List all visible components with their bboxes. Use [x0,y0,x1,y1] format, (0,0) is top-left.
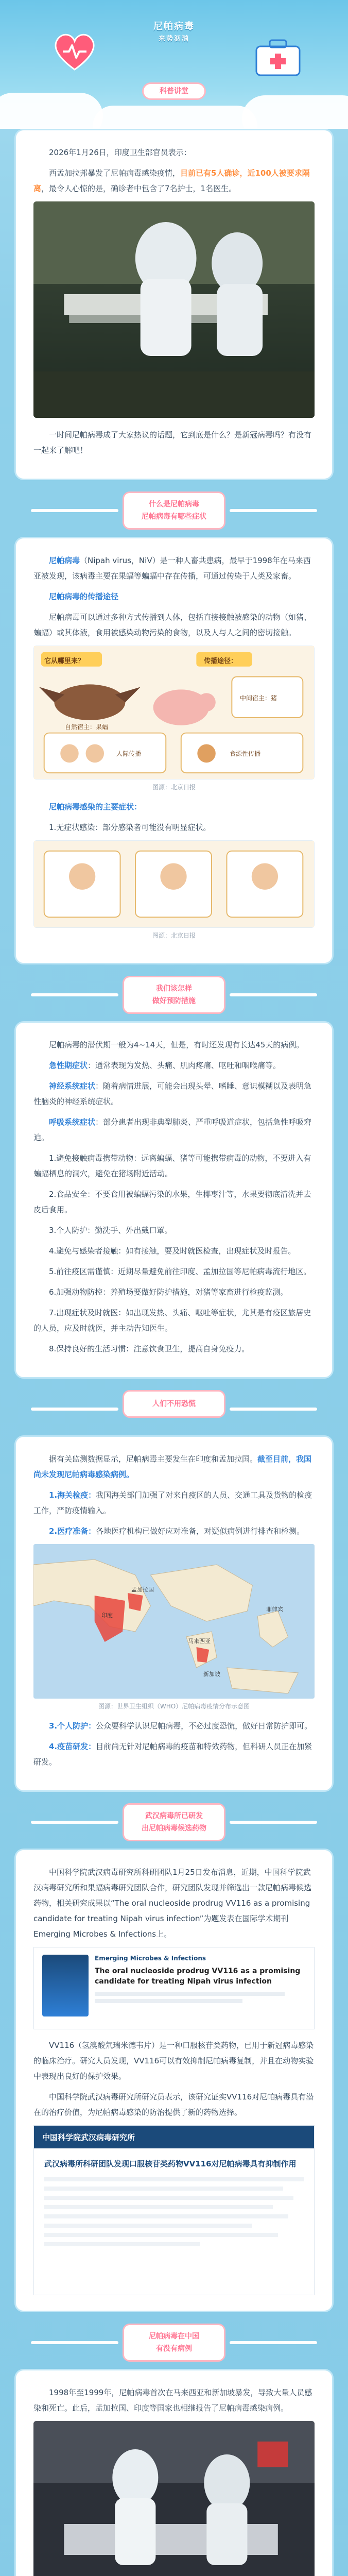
paragraph-text: ：随着病情进展，可能会出现头晕、嗜睡、意识模糊以及表明急性脑炎的神经系统症状。 [33,1081,312,1106]
map-label: 马来西亚 [188,1638,211,1645]
paragraph [33,1150,315,1181]
infographic-caption: 图源：北京日报 [152,784,196,791]
section-title-line: 尼帕病毒有哪些症状 [142,513,206,521]
section-title-line: 人们不用恐慌 [152,1400,196,1408]
section-header-china-cases [0,2312,348,2369]
map-label: 新加坡 [203,1671,220,1677]
map-label: 孟加拉国 [131,1586,154,1593]
paragraph-text: 2.食品安全：不要食用被蝙蝠污染的水果，生椰枣汁等，水果要彻底清洗并去皮后食用。 [33,1190,311,1214]
symptoms-infographic [33,840,315,928]
what-is-card [14,537,334,964]
hero-title-line1: 尼帕病毒 [153,21,195,32]
text-line [44,2205,273,2209]
intro-card [14,129,334,480]
section-title [123,492,225,530]
highlight-text: 急性期症状 [49,1061,88,1070]
paragraph-text: 2026年1月26日，印度卫生部官员表示： [49,148,192,157]
institute-headline: 武汉病毒所科研团队发现口服核苷类药物VV116对尼帕病毒具有抑制作用 [44,2159,297,2168]
paragraph-text: （Nipah virus，NiV）是一种人畜共患病，最早于1998年在马来西亚被发现，该病毒主要在果蝠等蝙蝠中存在传播，可通过传染于人类及家畜。 [33,556,311,581]
header-stripe [31,2341,118,2344]
paragraph-text: VV116（氢溴酸氘瑞米德韦片）是一种口服核苷类药物，已用于新冠病毒感染的临床治疗。研究人员发现，VV116可以有效抑制尼帕病毒复制，并且在动物实验中表现出良好的保护效果。 [33,2041,314,2081]
paragraph-text: 西孟加拉邦暴发了尼帕病毒感染疫情， [49,168,181,178]
section-title-line: 尼帕病毒在中国 [149,2332,199,2341]
paragraph-text: 尼帕病毒可以通过多种方式传播到人体，包括直接接触被感染的动物（如猪、蝙蝠）或其体液，食用被感染动物污染的食物，以及人与人之间的密切接触。 [33,613,312,637]
highlight-text: 截至目前，我国尚未发现尼帕病毒感染病例。 [33,1454,312,1479]
china-cases-paragraphs [33,2385,315,2416]
paragraph-text: 中国科学院武汉病毒研究所科研团队1月25日发布消息，近期，中国科学院武汉病毒研究所和果蝠病毒研究团队合作，研究团队发现并筛选出一款尼帕病毒候选药物，相关研究成果以“The oral nucleoside prodrug VV116 as a promising candidate for treating Nipah virus infection”为题发表在国际学术期刊Emerging Microbes & Infections上。 [33,1868,312,1939]
highlight-text: 3.个人防护： [49,1721,96,1731]
paragraph [33,1037,315,1053]
paragraph [33,1718,315,1734]
institute-screenshot [33,2125,315,2295]
paragraph-text: 尼帕病毒的潜伏期一般为4~14天，但是，有时还发现有长达45天的病例。 [49,1040,304,1049]
paragraph-text: 公众要科学认识尼帕病毒，不必过度恐慌，做好日常防护即可。 [96,1721,312,1731]
paragraph [33,553,315,584]
section-header-no-panic [0,1379,348,1435]
journal-cover [42,1955,89,2016]
prevention-card [14,1021,334,1379]
section-header-prevention [0,964,348,1021]
no-panic-paragraphs [33,1451,315,1539]
text-line [95,1992,285,1996]
paragraph [33,1305,315,1336]
paragraph [33,1264,315,1279]
section-title [123,1803,225,1841]
drug-card [14,1849,334,2312]
infographic-label: 人际传播 [116,750,142,757]
text-line [44,2196,293,2200]
journal-article-title: The oral nucleoside prodrug VV116 as a promising candidate for treating Nipah virus infection [95,1967,301,1986]
highlight-text: 尼帕病毒 [49,556,80,565]
highlight-text: 2.医疗准备： [49,1527,96,1536]
section-title [123,2324,225,2362]
no-panic-paragraphs-bottom [33,1718,315,1770]
infographic-title-left: 它从哪里来？ [44,657,85,665]
paragraph [33,609,315,640]
no-panic-card [14,1435,334,1792]
paragraph [33,1451,315,1482]
text-line [44,2187,283,2191]
institute-name: 中国科学院武汉病毒研究所 [42,2132,135,2142]
paragraph [33,145,315,160]
paragraph-text: 1.无症状感染：部分感染者可能没有明显症状。 [49,823,211,832]
paragraph-text: 6.加强动物防控：养殖场要做好防护措施，对猪等家畜进行检疫监测。 [49,1287,288,1297]
paragraph [33,2089,315,2120]
prevention-paragraphs [33,1037,315,1357]
highlight-text: 4.疫苗研发： [49,1742,96,1751]
paragraph [33,1739,315,1770]
section-title-line: 做好预防措施 [152,997,196,1005]
hero-title [139,21,209,44]
hero-title-line2: 来势汹汹 [158,35,189,43]
header-stripe [31,1821,118,1824]
header-stripe [230,2341,317,2344]
symptoms-paragraphs [33,799,315,835]
transmission-infographic [33,646,315,779]
paragraph-text: 一时间尼帕病毒成了大家热议的话题，它到底是什么？是新冠病毒吗？有没有一起来了解吧！ [33,430,312,455]
text-line [44,2214,288,2218]
highlight-text: 神经系统症状 [49,1081,96,1091]
paragraph [33,1487,315,1518]
paragraph [33,1523,315,1539]
highlight-text: 尼帕病毒的传播途径 [49,592,119,601]
header-stripe [31,993,118,996]
paragraph [33,427,315,458]
paragraph [33,1223,315,1238]
section-title-line: 武汉病毒所已研发 [145,1812,203,1820]
paragraph-text: 3.个人防护：勤洗手、外出戴口罩。 [49,1226,172,1235]
journal-name: Emerging Microbes & Infections [95,1955,206,1962]
infographic-label: 食源性传播 [230,750,261,757]
hero-banner [0,0,348,129]
paragraph-text: 我国海关部门加强了对来自疫区的人员、交通工具及货物的检疫工作，严防疫情输入。 [33,1490,312,1515]
paragraph-text: 中国科学院武汉病毒研究所研究员表示，该研究证实VV116对尼帕病毒具有潜在的治疗价值，为尼帕病毒感染的防治提供了新的药物选择。 [33,2092,314,2117]
header-stripe [31,1408,118,1411]
paragraph-text: 目前尚无针对尼帕病毒的疫苗和特效药物，但科研人员正在加紧研发。 [33,1742,312,1767]
outbreak-map [33,1544,315,1699]
china-cases-card [14,2369,334,2576]
paragraph [33,1114,315,1145]
highlight-text: 呼吸系统症状 [49,1117,96,1127]
hospital-photo [33,2421,315,2576]
cloud-decoration [93,106,257,129]
map-label: 菲律宾 [266,1606,283,1613]
section-header-what-is [0,480,348,537]
paragraph [33,799,315,815]
paragraph [33,1187,315,1217]
cloud-decoration [0,93,103,129]
header-stripe [230,509,317,512]
paragraph [33,1865,315,1942]
paragraph-text: ：部分患者出现非典型肺炎、严重呼吸道症状，包括急性呼吸窘迫。 [33,1117,312,1142]
highlight-text: 尼帕病毒感染的主要症状： [49,802,142,811]
section-title [123,1390,225,1418]
section-title-line: 出尼帕病毒候选药物 [142,1824,206,1833]
section-title-line: 我们该怎样 [156,985,192,993]
drug-paragraphs [33,1865,315,1942]
highlight-text: 1.海关检疫： [49,1490,96,1500]
highlight-text: 目前已有5人确诊，近100人被要求隔离 [33,168,310,193]
paragraph-text: 各地医疗机构已做好应对准备，对疑似病例进行排查和检测。 [96,1527,305,1536]
cloud-decoration [242,95,348,129]
map-caption: 图源：世界卫生组织（WHO）尼帕病毒疫情分布示意图 [98,1703,250,1710]
news-photo [33,201,315,418]
infographic-label: 自然宿主：果蝠 [65,723,109,731]
paragraph-text: ：通常表现为发热、头痛、肌肉疼痛、呕吐和咽喉痛等。 [88,1061,281,1070]
section-title-line: 什么是尼帕病毒 [149,500,199,509]
section-title-line: 有没有病例 [156,2345,192,2353]
text-line [44,2177,304,2181]
drug-paragraphs-mid [33,2038,315,2120]
journal-screenshot [33,1947,315,2029]
intro-after-photo [33,427,315,458]
map-label: 印度 [101,1612,113,1619]
infographic-title-right: 传播途径： [204,657,238,665]
text-line [44,2233,278,2237]
paragraph [33,1284,315,1300]
header-stripe [230,993,317,996]
paragraph [33,1058,315,1073]
text-line [44,2224,252,2228]
paragraph-text: 1.避免接触病毒携带动物：远离蝙蝠、猪等可能携带病毒的动物，不要进入有蝙蝠栖息的洞穴，避免在猪场附近活动。 [33,1154,311,1178]
paragraph [33,1243,315,1259]
paragraph [33,589,315,604]
header-stripe [230,1821,317,1824]
medical-kit-icon [252,36,304,77]
paragraph-text: 据有关监测数据显示，尼帕病毒主要发生在印度和孟加拉国。 [49,1454,258,1464]
text-line [44,2242,200,2246]
institute-header [34,2126,314,2148]
paragraph [33,2038,315,2084]
paragraph-text: 5.前往疫区需谨慎：近期尽量避免前往印度、孟加拉国等尼帕病毒流行地区。 [49,1267,311,1276]
paragraph-text: 7.出现症状及时就医：如出现发热、头痛、呕吐等症状，尤其是有疫区旅居史的人员，应及时就医，并主动告知医生。 [33,1308,311,1333]
what-is-paragraphs [33,553,315,640]
paragraph [33,165,315,196]
paragraph-text: 1998年至1999年，尼帕病毒首次在马来西亚和新加坡暴发，导致大量人员感染和死亡。此后，孟加拉国、印度等国家也相继报告了尼帕病毒感染病例。 [33,2388,312,2413]
paragraph-text: ，最令人心惊的是，确诊者中包含了7名护士，1名医生。 [41,184,237,193]
paragraph-text: 4.避免与感染者接触：如有接触，要及时就医检查，出现症状及时报告。 [49,1246,296,1256]
header-stripe [230,1408,317,1411]
section-header-drug [0,1792,348,1849]
header-stripe [31,509,118,512]
intro-paragraphs [33,145,315,196]
infographic-caption: 图源：北京日报 [152,932,196,939]
paragraph [33,1078,315,1109]
text-line [95,1999,242,2003]
paragraph [33,2385,315,2416]
hero-badge: 科普讲堂 [142,82,206,100]
paragraph-text: 8.保持良好的生活习惯：注意饮食卫生，提高自身免疫力。 [49,1344,250,1353]
paragraph [33,1341,315,1357]
heart-icon [51,31,98,72]
infographic-label: 中间宿主：猪 [240,694,277,702]
section-title [123,976,225,1014]
paragraph [33,820,315,835]
